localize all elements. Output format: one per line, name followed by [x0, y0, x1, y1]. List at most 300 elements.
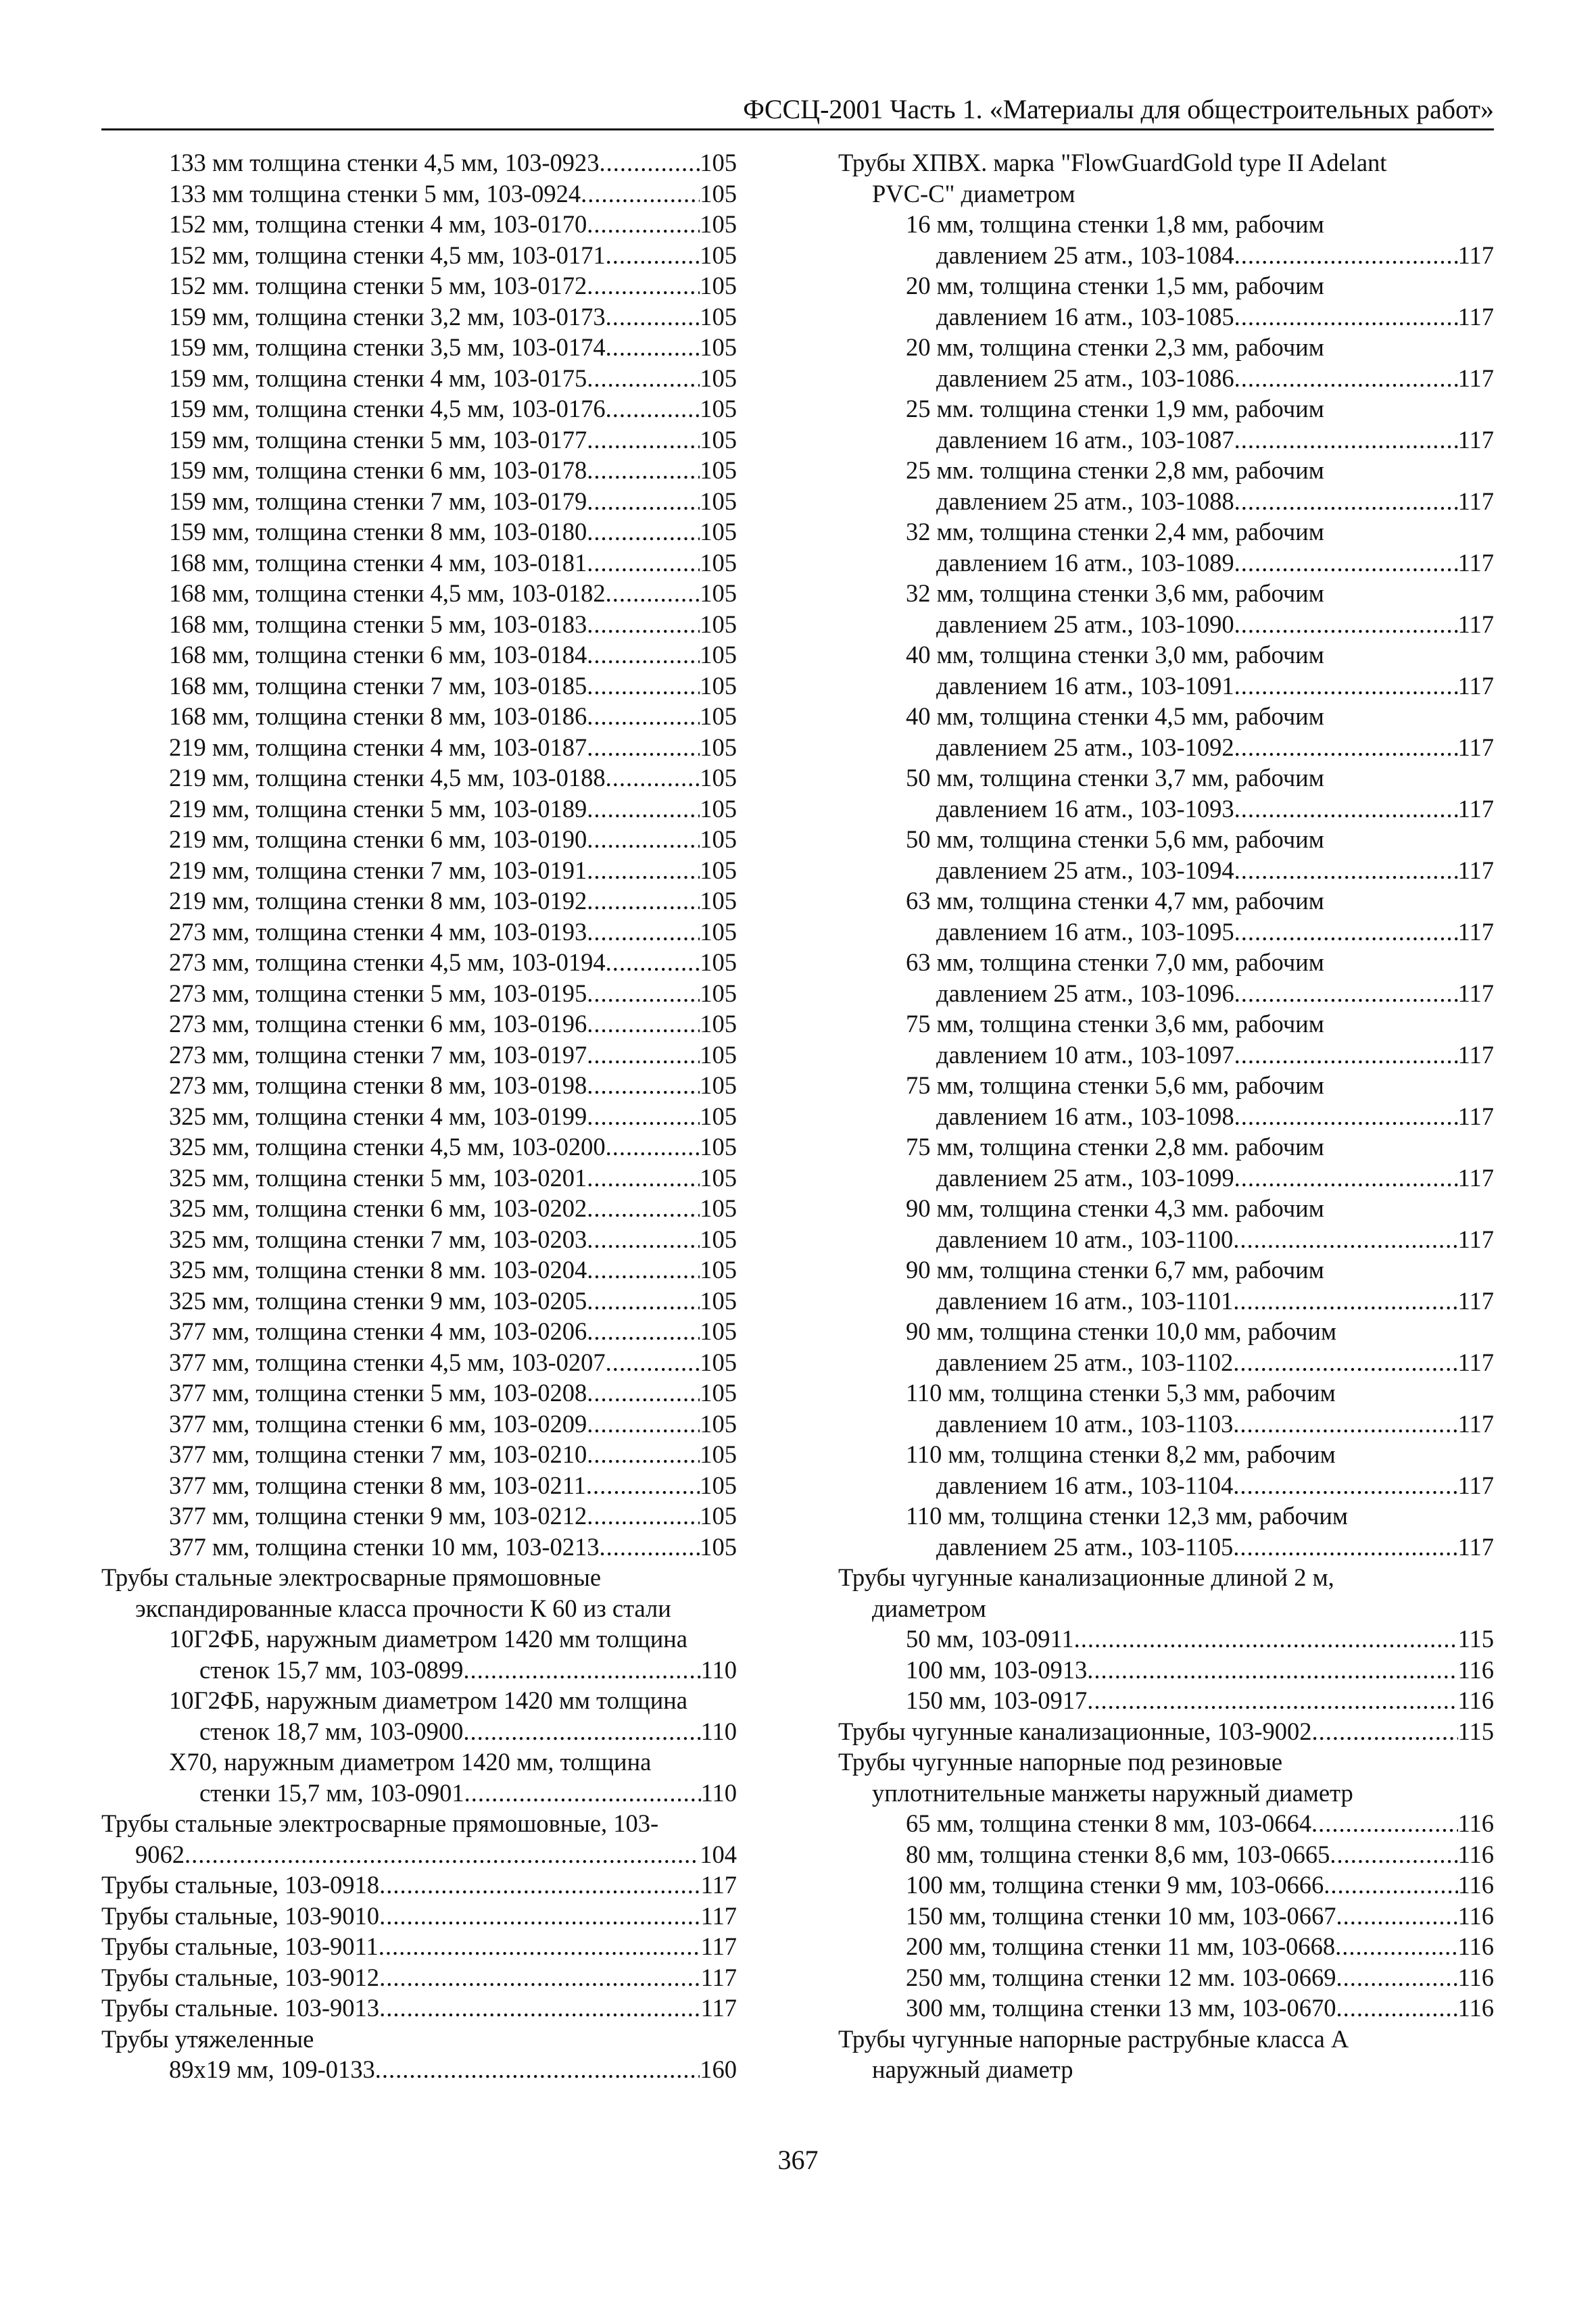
dot-leader: [600, 1532, 700, 1563]
index-entry-text: 273 мм, толщина стенки 5 мм, 103-0195: [169, 979, 587, 1007]
index-entry-page: 116: [1457, 1901, 1494, 1930]
index-entry: [101, 332, 737, 363]
dot-leader: [587, 1286, 700, 1317]
dot-leader: [587, 978, 700, 1009]
index-entry: [101, 1008, 737, 1040]
index-entry: [101, 455, 737, 486]
dot-leader: [587, 1439, 700, 1470]
dot-leader: [1234, 794, 1458, 825]
dot-leader: [1234, 301, 1458, 333]
index-entry-text: наружный диаметр: [872, 2055, 1073, 2083]
index-entry-page: 117: [1457, 302, 1494, 331]
index-entry: [101, 1101, 737, 1132]
index-entry: [838, 609, 1494, 640]
index-entry-page: 104: [700, 1840, 737, 1868]
index-entry: [838, 1439, 1494, 1470]
index-entry: [101, 1286, 737, 1317]
index-entry-text: 25 мм. толщина стенки 1,9 мм, рабочим: [906, 395, 1324, 422]
dot-leader: [587, 1163, 700, 1194]
index-entry-text: 90 мм, толщина стенки 6,7 мм, рабочим: [906, 1256, 1324, 1284]
index-entry-page: 105: [700, 487, 737, 515]
index-entry-page: 110: [700, 1655, 737, 1684]
index-entry-page: 105: [700, 179, 737, 208]
index-entry-text: 150 мм, толщина стенки 10 мм, 103-0667: [906, 1901, 1336, 1930]
index-entry-text: 10Г2ФБ, наружным диаметром 1420 мм толщина: [169, 1625, 687, 1653]
index-entry: [101, 762, 737, 794]
index-entry-text: 325 мм, толщина стенки 5 мм, 103-0201: [169, 1163, 587, 1192]
index-entry-text: 65 мм, толщина стенки 8 мм, 103-0664: [906, 1809, 1312, 1837]
index-entry-text: 377 мм, толщина стенки 5 мм, 103-0208: [169, 1379, 587, 1407]
dot-leader: [1311, 1808, 1458, 1839]
dot-leader: [1336, 1962, 1458, 1993]
index-entry-text: 250 мм, толщина стенки 12 мм. 103-0669: [906, 1963, 1336, 1991]
dot-leader: [581, 178, 700, 210]
index-entry-text: 50 мм, толщина стенки 3,7 мм, рабочим: [906, 764, 1324, 791]
dot-leader: [1233, 1409, 1457, 1440]
index-entry: [101, 855, 737, 886]
index-entry-text: 159 мм, толщина стенки 6 мм, 103-0178: [169, 456, 587, 484]
index-entry: [838, 701, 1494, 732]
index-entry-text: Трубы стальные, 103-9012: [101, 1963, 380, 1991]
index-entry: [101, 1562, 737, 1593]
dot-leader: [1234, 671, 1458, 702]
index-entry: [838, 1316, 1494, 1347]
index-entry-page: 117: [1457, 671, 1494, 700]
index-entry: [838, 1163, 1494, 1194]
index-entry-text: 377 мм, толщина стенки 4,5 мм, 103-0207: [169, 1348, 606, 1376]
index-entry-text: 273 мм, толщина стенки 7 мм, 103-0197: [169, 1040, 587, 1069]
dot-leader: [587, 455, 700, 486]
index-entry-text: 168 мм, толщина стенки 4 мм, 103-0181: [169, 548, 587, 577]
index-entry: [101, 547, 737, 579]
index-entry-page: 117: [1457, 1348, 1494, 1376]
index-entry-text: 110 мм, толщина стенки 5,3 мм, рабочим: [906, 1379, 1336, 1407]
index-entry-text: 168 мм, толщина стенки 7 мм, 103-0185: [169, 671, 587, 700]
index-entry-page: 117: [1457, 1286, 1494, 1315]
dot-leader: [587, 639, 700, 671]
index-entry-page: 115: [1457, 1717, 1494, 1745]
index-entry: [838, 1778, 1494, 1809]
index-entry: [101, 2024, 737, 2055]
dot-leader: [587, 1008, 700, 1040]
index-entry: [101, 1778, 737, 1809]
index-entry-text: 219 мм, толщина стенки 4,5 мм, 103-0188: [169, 764, 606, 791]
dot-leader: [463, 1655, 700, 1686]
index-entry: [101, 978, 737, 1009]
index-entry-text: 273 мм, толщина стенки 4 мм, 103-0193: [169, 917, 587, 946]
index-entry-page: 105: [700, 302, 737, 331]
index-entry: [838, 1593, 1494, 1624]
index-entry: [838, 1993, 1494, 2024]
index-entry-page: 105: [700, 364, 737, 392]
index-entry-text: давлением 25 атм., 103-1084: [936, 241, 1234, 269]
index-entry-text: Трубы стальные. 103-9013: [101, 1994, 380, 2022]
index-entry-text: 25 мм. толщина стенки 2,8 мм, рабочим: [906, 456, 1324, 484]
dot-leader: [1336, 1901, 1458, 1932]
page-number: 367: [777, 2145, 819, 2175]
dot-leader: [1234, 855, 1458, 886]
index-entry: [101, 1193, 737, 1224]
index-entry-page: 117: [700, 1932, 737, 1960]
index-entry-page: 117: [1457, 1532, 1494, 1561]
index-entry-text: 40 мм, толщина стенки 3,0 мм, рабочим: [906, 641, 1324, 668]
index-entry-page: 105: [700, 948, 737, 976]
index-entry-page: 117: [1457, 979, 1494, 1007]
dot-leader: [587, 270, 700, 301]
dot-leader: [600, 147, 700, 178]
index-entry: [838, 209, 1494, 240]
dot-leader: [1234, 1163, 1458, 1194]
index-entry-text: стенок 18,7 мм, 103-0900: [199, 1717, 464, 1745]
dot-leader: [463, 1716, 700, 1747]
index-entry-text: давлением 25 атм., 103-1086: [936, 364, 1234, 392]
index-entry-text: Трубы стальные электросварные прямошовные: [101, 1563, 602, 1591]
index-entry: [101, 1808, 737, 1839]
index-entry-page: 105: [700, 1010, 737, 1038]
index-entry: [838, 794, 1494, 825]
dot-leader: [379, 1993, 701, 2024]
index-entry: [838, 516, 1494, 547]
dot-leader: [464, 1778, 701, 1809]
index-entry-page: 105: [700, 210, 737, 238]
index-entry: [838, 1040, 1494, 1071]
index-entry: [838, 978, 1494, 1009]
dot-leader: [1233, 1532, 1457, 1563]
index-entry: [838, 578, 1494, 609]
index-entry-page: 105: [700, 856, 737, 884]
index-entry-text: диаметром: [872, 1594, 986, 1622]
index-entry: [101, 1593, 737, 1624]
index-entry-page: 117: [1457, 1471, 1494, 1499]
index-entry: [838, 1101, 1494, 1132]
index-entry-text: стенок 15,7 мм, 103-0899: [199, 1655, 464, 1684]
index-entry-page: 105: [700, 518, 737, 545]
dot-leader: [1233, 1224, 1457, 1255]
index-entry: [101, 1532, 737, 1563]
index-entry: [838, 1870, 1494, 1901]
index-entry-page: 105: [700, 1286, 737, 1315]
index-entry: [101, 1070, 737, 1101]
index-entry-text: 377 мм, толщина стенки 4 мм, 103-0206: [169, 1317, 587, 1345]
dot-leader: [606, 1347, 700, 1378]
index-entry: [101, 1409, 737, 1440]
index-entry: [838, 363, 1494, 394]
dot-leader: [1234, 486, 1458, 517]
dot-leader: [606, 578, 700, 609]
dot-leader: [587, 794, 700, 825]
index-entry: [101, 1962, 737, 1993]
dot-leader: [1311, 1716, 1457, 1747]
dot-leader: [587, 209, 700, 240]
index-entry-page: 117: [1457, 1163, 1494, 1192]
index-entry-text: 219 мм, толщина стенки 7 мм, 103-0191: [169, 856, 587, 884]
index-entry: [838, 1347, 1494, 1378]
dot-leader: [587, 1254, 700, 1286]
dot-leader: [587, 855, 700, 886]
index-entry: [101, 424, 737, 456]
dot-leader: [587, 917, 700, 948]
index-entry-text: давлением 10 атм., 103-1103: [936, 1409, 1234, 1438]
index-entry: [101, 1931, 737, 1962]
index-entry-text: давлением 16 атм., 103-1085: [936, 302, 1234, 331]
index-entry-text: 377 мм, толщина стенки 7 мм, 103-0210: [169, 1440, 587, 1468]
index-entry-page: 105: [700, 641, 737, 668]
index-entry: [101, 917, 737, 948]
index-entry-text: 325 мм, толщина стенки 9 мм, 103-0205: [169, 1286, 587, 1315]
index-entry-text: давлением 25 атм., 103-1099: [936, 1163, 1234, 1192]
index-entry: [838, 1655, 1494, 1686]
index-entry-page: 105: [700, 579, 737, 607]
index-entry: [838, 1901, 1494, 1932]
index-entry-page: 160: [700, 2055, 737, 2083]
index-entry-page: 117: [1457, 425, 1494, 454]
dot-leader: [587, 1409, 700, 1440]
index-entry: [838, 1624, 1494, 1655]
index-entry-page: 105: [700, 1409, 737, 1438]
dot-leader: [587, 363, 700, 394]
index-entry-text: 325 мм, толщина стенки 6 мм, 103-0202: [169, 1194, 587, 1222]
index-entry-page: 116: [1457, 1994, 1494, 2022]
dot-leader: [379, 1870, 701, 1901]
index-entry-page: 105: [700, 1379, 737, 1407]
index-entry-text: 110 мм, толщина стенки 8,2 мм, рабочим: [906, 1440, 1336, 1468]
index-entry-text: 100 мм, 103-0913: [906, 1655, 1088, 1684]
index-entry-page: 105: [700, 1502, 737, 1530]
dot-leader: [1234, 978, 1458, 1009]
index-entry: [101, 1870, 737, 1901]
index-entry: [101, 2054, 737, 2085]
index-entry-text: 219 мм, толщина стенки 5 мм, 103-0189: [169, 794, 587, 823]
index-entry-text: 20 мм, толщина стенки 2,3 мм, рабочим: [906, 333, 1324, 361]
index-column-left: [101, 147, 737, 2085]
index-entry-text: давлением 16 атм., 103-1091: [936, 671, 1234, 700]
index-entry-text: 133 мм толщина стенки 4,5 мм, 103-0923: [169, 149, 600, 176]
dot-leader: [606, 947, 700, 978]
index-entry-text: Трубы стальные, 103-0918: [101, 1871, 380, 1899]
index-entry-text: 10Г2ФБ, наружным диаметром 1420 мм толщина: [169, 1686, 687, 1714]
index-entry-text: экспандированные класса прочности К 60 из стали: [135, 1594, 671, 1622]
index-entry-page: 117: [1457, 1040, 1494, 1069]
index-entry: [838, 1562, 1494, 1593]
index-entry: [101, 1224, 737, 1255]
index-entry: [838, 671, 1494, 702]
index-entry: [838, 1470, 1494, 1501]
index-entry: [101, 1439, 737, 1470]
index-entry-text: 89x19 мм, 109-0133: [169, 2055, 375, 2083]
index-entry-text: 75 мм, толщина стенки 3,6 мм, рабочим: [906, 1010, 1324, 1038]
index-entry-page: 105: [700, 1102, 737, 1130]
index-entry: [101, 1347, 737, 1378]
dot-leader: [606, 301, 700, 333]
index-entry-text: 159 мм, толщина стенки 3,2 мм, 103-0173: [169, 302, 606, 331]
dot-leader: [587, 516, 700, 547]
dot-leader: [1234, 363, 1458, 394]
index-entry-page: 117: [700, 1901, 737, 1930]
index-entry: [838, 1501, 1494, 1532]
dot-leader: [1234, 1040, 1458, 1071]
index-entry-text: PVC-C" диаметром: [872, 179, 1075, 208]
index-entry: [838, 1839, 1494, 1870]
index-entry-page: 117: [1457, 917, 1494, 946]
index-entry: [101, 147, 737, 178]
index-entry-text: Трубы утяжеленные: [101, 2024, 314, 2053]
index-entry-text: давлением 16 атм., 103-1095: [936, 917, 1234, 946]
index-entry-page: 105: [700, 333, 737, 361]
index-entry: [101, 1655, 737, 1686]
index-entry-text: давлением 16 атм., 103-1104: [936, 1471, 1234, 1499]
index-entry-text: 219 мм, толщина стенки 4 мм, 103-0187: [169, 733, 587, 761]
index-entry-text: уплотнительные манжеты наружный диаметр: [872, 1778, 1353, 1807]
index-entry-page: 105: [700, 671, 737, 700]
index-entry-text: 63 мм, толщина стенки 4,7 мм, рабочим: [906, 887, 1324, 915]
index-entry-text: 90 мм, толщина стенки 4,3 мм. рабочим: [906, 1194, 1324, 1222]
dot-leader: [379, 1901, 701, 1932]
index-entry: [838, 1224, 1494, 1255]
index-entry-text: давлением 10 атм., 103-1097: [936, 1040, 1234, 1069]
dot-leader: [1234, 609, 1458, 640]
index-entry-page: 105: [700, 1348, 737, 1376]
index-entry: [101, 486, 737, 517]
index-entry: [101, 701, 737, 732]
index-entry-text: 325 мм, толщина стенки 4 мм, 103-0199: [169, 1102, 587, 1130]
index-entry-page: 105: [700, 794, 737, 823]
index-entry-text: 40 мм, толщина стенки 4,5 мм, рабочим: [906, 702, 1324, 730]
index-entry-page: 116: [1457, 1932, 1494, 1960]
index-entry: [838, 178, 1494, 210]
index-entry-text: 168 мм, толщина стенки 5 мм, 103-0183: [169, 610, 587, 638]
index-entry: [101, 363, 737, 394]
index-entry-text: 152 мм. толщина стенки 5 мм, 103-0172: [169, 272, 587, 299]
index-entry-page: 116: [1457, 1963, 1494, 1991]
index-entry-text: давлением 16 атм., 103-1098: [936, 1102, 1234, 1130]
index-entry-text: давлением 16 атм., 103-1087: [936, 425, 1234, 454]
index-entry-text: 50 мм, 103-0911: [906, 1625, 1074, 1653]
index-entry: [838, 1716, 1494, 1747]
index-entry-page: 117: [700, 1871, 737, 1899]
index-entry-text: 273 мм, толщина стенки 8 мм, 103-0198: [169, 1071, 587, 1099]
index-entry-page: 116: [1457, 1686, 1494, 1714]
index-entry-page: 105: [700, 395, 737, 422]
index-entry: [101, 209, 737, 240]
index-entry-page: 116: [1457, 1655, 1494, 1684]
dot-leader: [1336, 1993, 1458, 2024]
index-entry-page: 105: [700, 1532, 737, 1561]
index-entry: [101, 1624, 737, 1655]
dot-leader: [1330, 1839, 1457, 1870]
index-entry-text: 80 мм, толщина стенки 8,6 мм, 103-0665: [906, 1840, 1330, 1868]
index-entry: [838, 2054, 1494, 2085]
dot-leader: [1087, 1685, 1457, 1716]
index-entry: [838, 1685, 1494, 1716]
dot-leader: [587, 885, 700, 917]
index-entry-text: 159 мм, толщина стенки 3,5 мм, 103-0174: [169, 333, 606, 361]
index-entry-page: 105: [700, 887, 737, 915]
dot-leader: [587, 824, 700, 855]
index-entry-text: 159 мм, толщина стенки 7 мм, 103-0179: [169, 487, 587, 515]
index-entry-page: 117: [1457, 856, 1494, 884]
index-entry-text: Х70, наружным диаметром 1420 мм, толщина: [169, 1748, 652, 1776]
index-entry: [101, 671, 737, 702]
index-entry-page: 105: [700, 1471, 737, 1499]
dot-leader: [1234, 240, 1458, 271]
index-entry-text: давлением 25 атм., 103-1092: [936, 733, 1234, 761]
index-entry: [838, 393, 1494, 424]
dot-leader: [587, 1316, 700, 1347]
index-entry-page: 116: [1457, 1871, 1494, 1899]
index-entry-text: 219 мм, толщина стенки 6 мм, 103-0190: [169, 825, 587, 853]
index-entry: [838, 1378, 1494, 1409]
index-entry: [838, 1808, 1494, 1839]
index-entry-text: 75 мм, толщина стенки 5,6 мм, рабочим: [906, 1071, 1324, 1099]
index-entry-text: 133 мм толщина стенки 5 мм, 103-0924: [169, 179, 581, 208]
index-entry-text: Трубы стальные, 103-9011: [101, 1932, 379, 1960]
index-entry-page: 117: [1457, 241, 1494, 269]
index-entry-text: 168 мм, толщина стенки 4,5 мм, 103-0182: [169, 579, 606, 607]
index-entry-page: 105: [700, 1040, 737, 1069]
index-entry-text: Трубы стальные, 103-9010: [101, 1901, 380, 1930]
index-entry: [101, 732, 737, 763]
index-entry: [101, 1254, 737, 1286]
dot-leader: [1234, 424, 1458, 456]
index-entry-text: 159 мм, толщина стенки 4 мм, 103-0175: [169, 364, 587, 392]
index-entry-text: Трубы чугунные напорные раструбные класса А: [838, 2024, 1349, 2053]
index-entry: [101, 1716, 737, 1747]
dot-leader: [587, 732, 700, 763]
index-entry-text: давлением 10 атм., 103-1100: [936, 1225, 1234, 1253]
dot-leader: [587, 547, 700, 579]
index-entry-text: Трубы стальные электросварные прямошовные, 103-: [101, 1809, 659, 1837]
index-entry-text: 273 мм, толщина стенки 6 мм, 103-0196: [169, 1010, 587, 1038]
index-entry: [101, 516, 737, 547]
index-entry-page: 105: [700, 825, 737, 853]
index-entry-page: 105: [700, 1256, 737, 1284]
index-entry: [101, 270, 737, 301]
index-entry: [838, 301, 1494, 333]
index-entry: [101, 609, 737, 640]
index-entry-page: 117: [1457, 548, 1494, 577]
index-entry: [838, 424, 1494, 456]
index-entry-page: 117: [1457, 610, 1494, 638]
index-entry-text: 377 мм, толщина стенки 6 мм, 103-0209: [169, 1409, 587, 1438]
index-entry-text: 100 мм, толщина стенки 9 мм, 103-0666: [906, 1871, 1324, 1899]
index-entry: [838, 762, 1494, 794]
index-entry-page: 105: [700, 425, 737, 454]
index-entry-text: 32 мм, толщина стенки 2,4 мм, рабочим: [906, 518, 1324, 545]
dot-leader: [587, 1101, 700, 1132]
index-entry: [838, 486, 1494, 517]
index-entry-page: 117: [1457, 1102, 1494, 1130]
index-entry-text: давлением 25 атм., 103-1094: [936, 856, 1234, 884]
index-entry-text: 325 мм, толщина стенки 4,5 мм, 103-0200: [169, 1133, 606, 1161]
index-entry: [838, 1409, 1494, 1440]
index-entry: [101, 1378, 737, 1409]
index-entry: [838, 1254, 1494, 1286]
index-entry-text: 219 мм, толщина стенки 8 мм, 103-0192: [169, 887, 587, 915]
index-entry-text: давлением 25 атм., 103-1096: [936, 979, 1234, 1007]
index-entry-page: 105: [700, 548, 737, 577]
index-entry-text: Трубы чугунные напорные под резиновые: [838, 1748, 1283, 1776]
index-entry-page: 105: [700, 1194, 737, 1222]
index-entry: [838, 1008, 1494, 1040]
index-entry-page: 110: [700, 1778, 737, 1807]
index-entry-text: давлением 25 атм., 103-1102: [936, 1348, 1234, 1376]
index-entry: [838, 885, 1494, 917]
index-entry-text: 159 мм, толщина стенки 4,5 мм, 103-0176: [169, 395, 606, 422]
dot-leader: [1233, 1286, 1457, 1317]
index-entry-text: 377 мм, толщина стенки 10 мм, 103-0213: [169, 1532, 600, 1561]
index-entry-text: 168 мм, толщина стенки 6 мм, 103-0184: [169, 641, 587, 668]
index-entry: [838, 1747, 1494, 1778]
